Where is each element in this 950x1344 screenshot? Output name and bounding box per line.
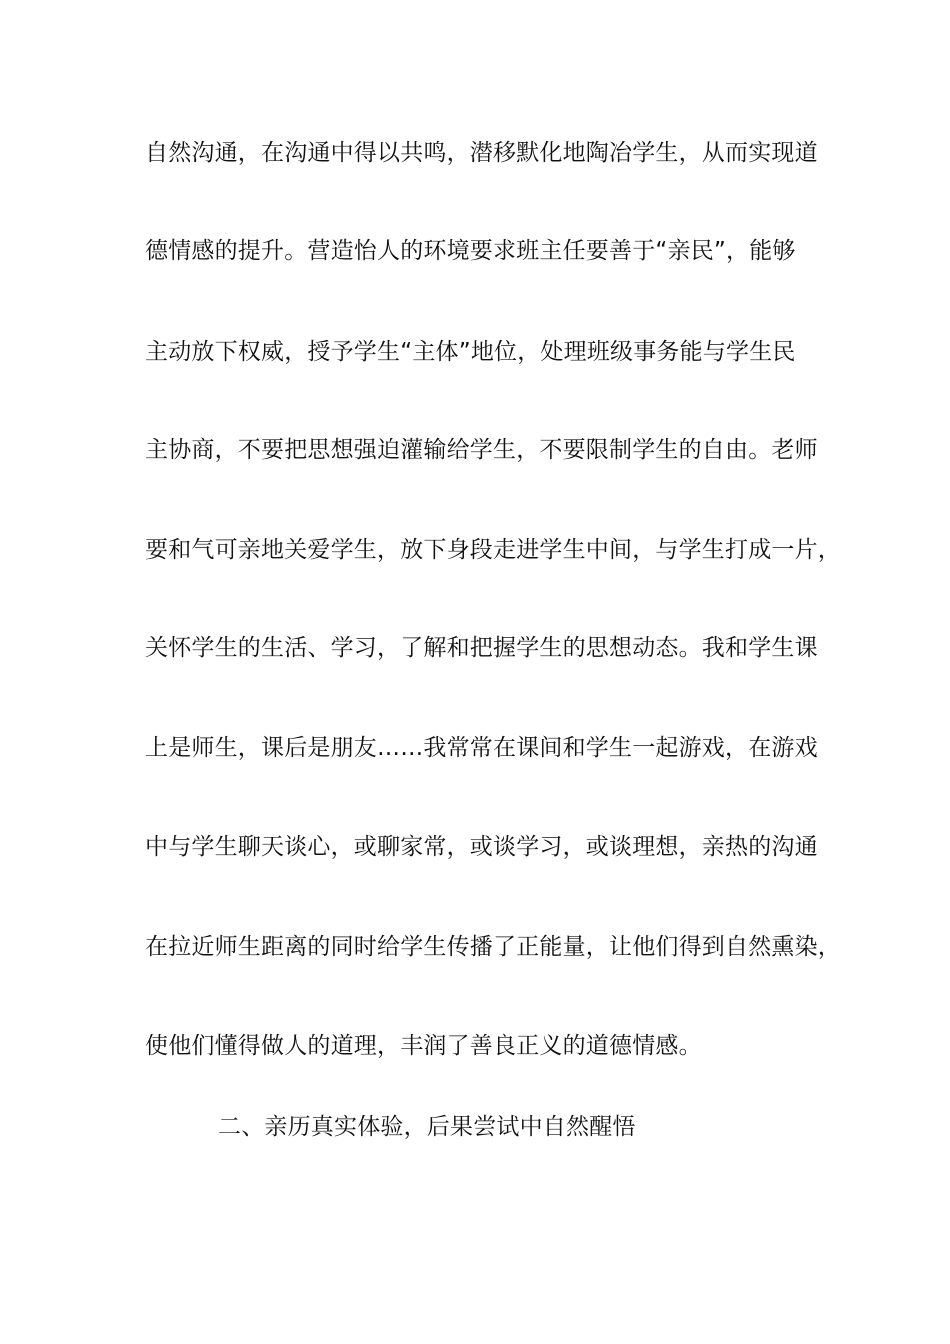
paragraph-line-6: 关怀学生的生活、学习，了解和把握学生的思想动态。我和学生课 [145,635,818,661]
paragraph-line-3: 主动放下权威，授予学生“主体”地位，处理班级事务能与学生民 [145,339,796,365]
paragraph-line-4: 主协商，不要把思想强迫灌输给学生，不要限制学生的自由。老师 [145,437,818,463]
paragraph-line-1: 自然沟通，在沟通中得以共鸣，潜移默化地陶冶学生，从而实现道 [145,140,818,166]
paragraph-line-7: 上是师生，课后是朋友……我常常在课间和学生一起游戏，在游戏 [145,735,818,761]
section-heading: 二、亲历真实体验，后果尝试中自然醒悟 [218,1114,636,1140]
paragraph-line-2: 德情感的提升。营造怡人的环境要求班主任要善于“亲民”，能够 [145,238,796,264]
paragraph-line-10: 使他们懂得做人的道理，丰润了善良正义的道德情感。 [145,1033,702,1059]
paragraph-line-5: 要和气可亲地关爱学生，放下身段走进学生中间，与学生打成一片， [145,537,841,563]
paragraph-line-9: 在拉近师生距离的同时给学生传播了正能量，让他们得到自然熏染， [145,934,841,960]
paragraph-line-8: 中与学生聊天谈心，或聊家常，或谈学习，或谈理想，亲热的沟通 [145,834,818,860]
